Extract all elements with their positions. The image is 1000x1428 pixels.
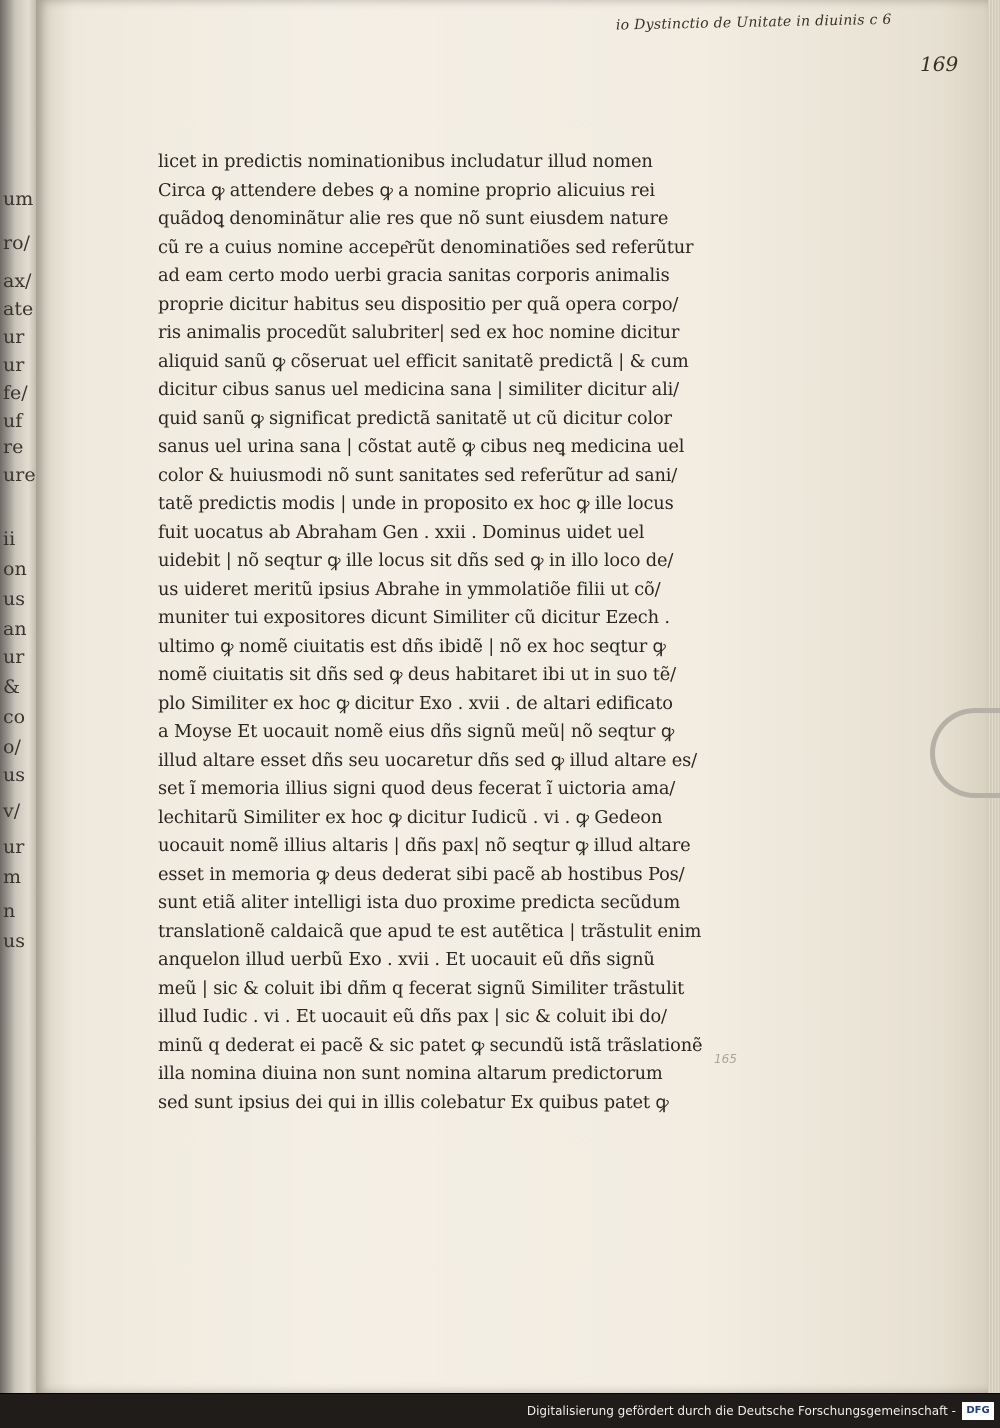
left-page-fragment: ur xyxy=(3,836,25,858)
folio-number: 169 xyxy=(920,52,959,76)
text-line: anquelon illud uerbũ Exo . xvii . Et uocauit eũ dñs signũ xyxy=(158,949,655,970)
left-page-fragment: fe/ xyxy=(3,382,28,404)
text-line: uidebit | nõ seqtur ꝙ ille locus sit dñs sed ꝙ in illo loco de/ xyxy=(158,550,674,571)
text-line: sed sunt ipsius dei qui in illis colebatur Ex quibus patet ꝙ xyxy=(158,1091,669,1113)
text-line: translationẽ caldaicã que apud te est autẽtica | trãstulit enim xyxy=(158,920,702,942)
left-page-fragment: ur xyxy=(3,326,25,348)
text-line: aliquid sanũ ꝙ cõseruat uel efficit sanitatẽ predictã | & cum xyxy=(158,350,689,372)
left-page-fragment: n xyxy=(3,900,16,922)
text-line: uocauit nomẽ illius altaris | dñs pax| nõ seqtur ꝙ illud altare xyxy=(158,835,691,856)
left-page-fragment: ur xyxy=(3,354,25,376)
text-line: proprie dicitur habitus seu dispositio per quã opera corpo/ xyxy=(158,293,679,315)
left-page-fragment: ure xyxy=(3,464,36,486)
text-line: plo Similiter ex hoc ꝙ dicitur Exo . xvii . de altari edificato xyxy=(158,692,673,714)
page-stack-edge xyxy=(988,0,1000,1393)
left-page-fragment: on xyxy=(3,558,27,580)
left-page-fragment: ax/ xyxy=(3,270,32,292)
left-page-fragment: uf xyxy=(3,410,23,432)
margin-note: io Dystinctio de Unitate in diuinis c 6 xyxy=(615,11,892,34)
footer-credit: Digitalisierung gefördert durch die Deutsche Forschungsgemeinschaft - xyxy=(526,1404,956,1418)
text-line: lechitarũ Similiter ex hoc ꝙ dicitur Iudicũ . vi . ꝙ Gedeon xyxy=(158,806,663,828)
left-page-fragment: us xyxy=(3,930,25,952)
text-line: esset in memoria ꝙ deus dederat sibi pacẽ ab hostibus Pos/ xyxy=(158,863,685,885)
text-line: illud altare esset dñs seu uocaretur dñs sed ꝙ illud altare es/ xyxy=(158,749,697,771)
left-page-fragment: & xyxy=(3,676,20,698)
text-line: ad eam certo modo uerbi gracia sanitas corporis animalis xyxy=(158,265,670,286)
text-line: set ĩ memoria illius signi quod deus fecerat ĩ uictoria ama/ xyxy=(158,778,676,799)
page-count-mark: 165 xyxy=(714,1052,737,1066)
left-page-fragment: ate xyxy=(3,298,34,320)
text-line: ris animalis procedũt salubriter| sed ex hoc nomine dicitur xyxy=(158,322,680,343)
left-page-strip xyxy=(0,0,38,1395)
text-line: quãdoꝗ denominãtur alie res que nõ sunt eiusdem nature xyxy=(158,208,669,229)
left-page-fragment: ur xyxy=(3,646,25,668)
text-line: Circa ꝙ attendere debes ꝙ a nomine proprio alicuius rei xyxy=(158,179,655,201)
left-page-fragment: v/ xyxy=(3,800,21,822)
left-page-fragment: us xyxy=(3,764,25,786)
text-line: minũ q dederat ei pacẽ & sic patet ꝙ secundũ istã trãslationẽ xyxy=(158,1034,703,1056)
left-page-fragment: an xyxy=(3,618,27,640)
text-line: tatẽ predictis modis | unde in proposito ex hoc ꝙ ille locus xyxy=(158,493,674,514)
dfg-logo: DFG xyxy=(962,1402,994,1420)
text-line: color & huiusmodi nõ sunt sanitates sed referũtur ad sani/ xyxy=(158,464,678,486)
footer-bar xyxy=(0,1393,1000,1428)
text-line: ultimo ꝙ nomẽ ciuitatis est dñs ibidẽ | nõ ex hoc seqtur ꝙ xyxy=(158,635,666,657)
left-page-fragment: us xyxy=(3,588,25,610)
left-page-fragment: um xyxy=(3,188,34,210)
text-line: quid sanũ ꝙ significat predictã sanitatẽ ut cũ dicitur color xyxy=(158,407,672,429)
text-line: dicitur cibus sanus uel medicina sana | similiter dicitur ali/ xyxy=(158,379,680,400)
text-line: a Moyse Et uocauit nomẽ eius dñs signũ meũ| nõ seqtur ꝙ xyxy=(158,721,675,742)
left-page-fragment: co xyxy=(3,706,26,728)
left-page-fragment: ii xyxy=(3,528,16,550)
text-line: illa nomina diuina non sunt nomina altarum predictorum xyxy=(158,1063,663,1084)
left-page-fragment: o/ xyxy=(3,736,21,758)
text-line: licet in predictis nominationibus includatur illud nomen xyxy=(158,151,653,172)
text-line: nomẽ ciuitatis sit dñs sed ꝙ deus habitaret ibi ut in suo tẽ/ xyxy=(158,664,676,685)
left-page-fragment: re xyxy=(3,436,24,458)
text-line: us uideret meritũ ipsius Abrahe in ymmolatiõe filii ut cõ/ xyxy=(158,578,661,600)
text-line: fuit uocatus ab Abraham Gen . xxii . Dominus uidet uel xyxy=(158,521,645,543)
left-page-fragment: m xyxy=(3,866,22,888)
text-line: meũ | sic & coluit ibi dñm q fecerat signũ Similiter trãstulit xyxy=(158,977,685,999)
left-page-fragment: ro/ xyxy=(3,232,30,254)
text-line: muniter tui expositores dicunt Similiter cũ dicitur Ezech . xyxy=(158,607,670,628)
text-line: cũ re a cuius nomine accepe͂rũt denominatiões sed referũtur xyxy=(158,236,694,258)
text-line: sanus uel urina sana | cõstat autẽ ꝙ cibus neꝗ medicina uel xyxy=(158,436,685,457)
text-line: sunt etiã aliter intelligi ista duo proxime predicta secũdum xyxy=(158,892,681,913)
text-line: illud Iudic . vi . Et uocauit eũ dñs pax | sic & coluit ibi do/ xyxy=(158,1006,667,1027)
